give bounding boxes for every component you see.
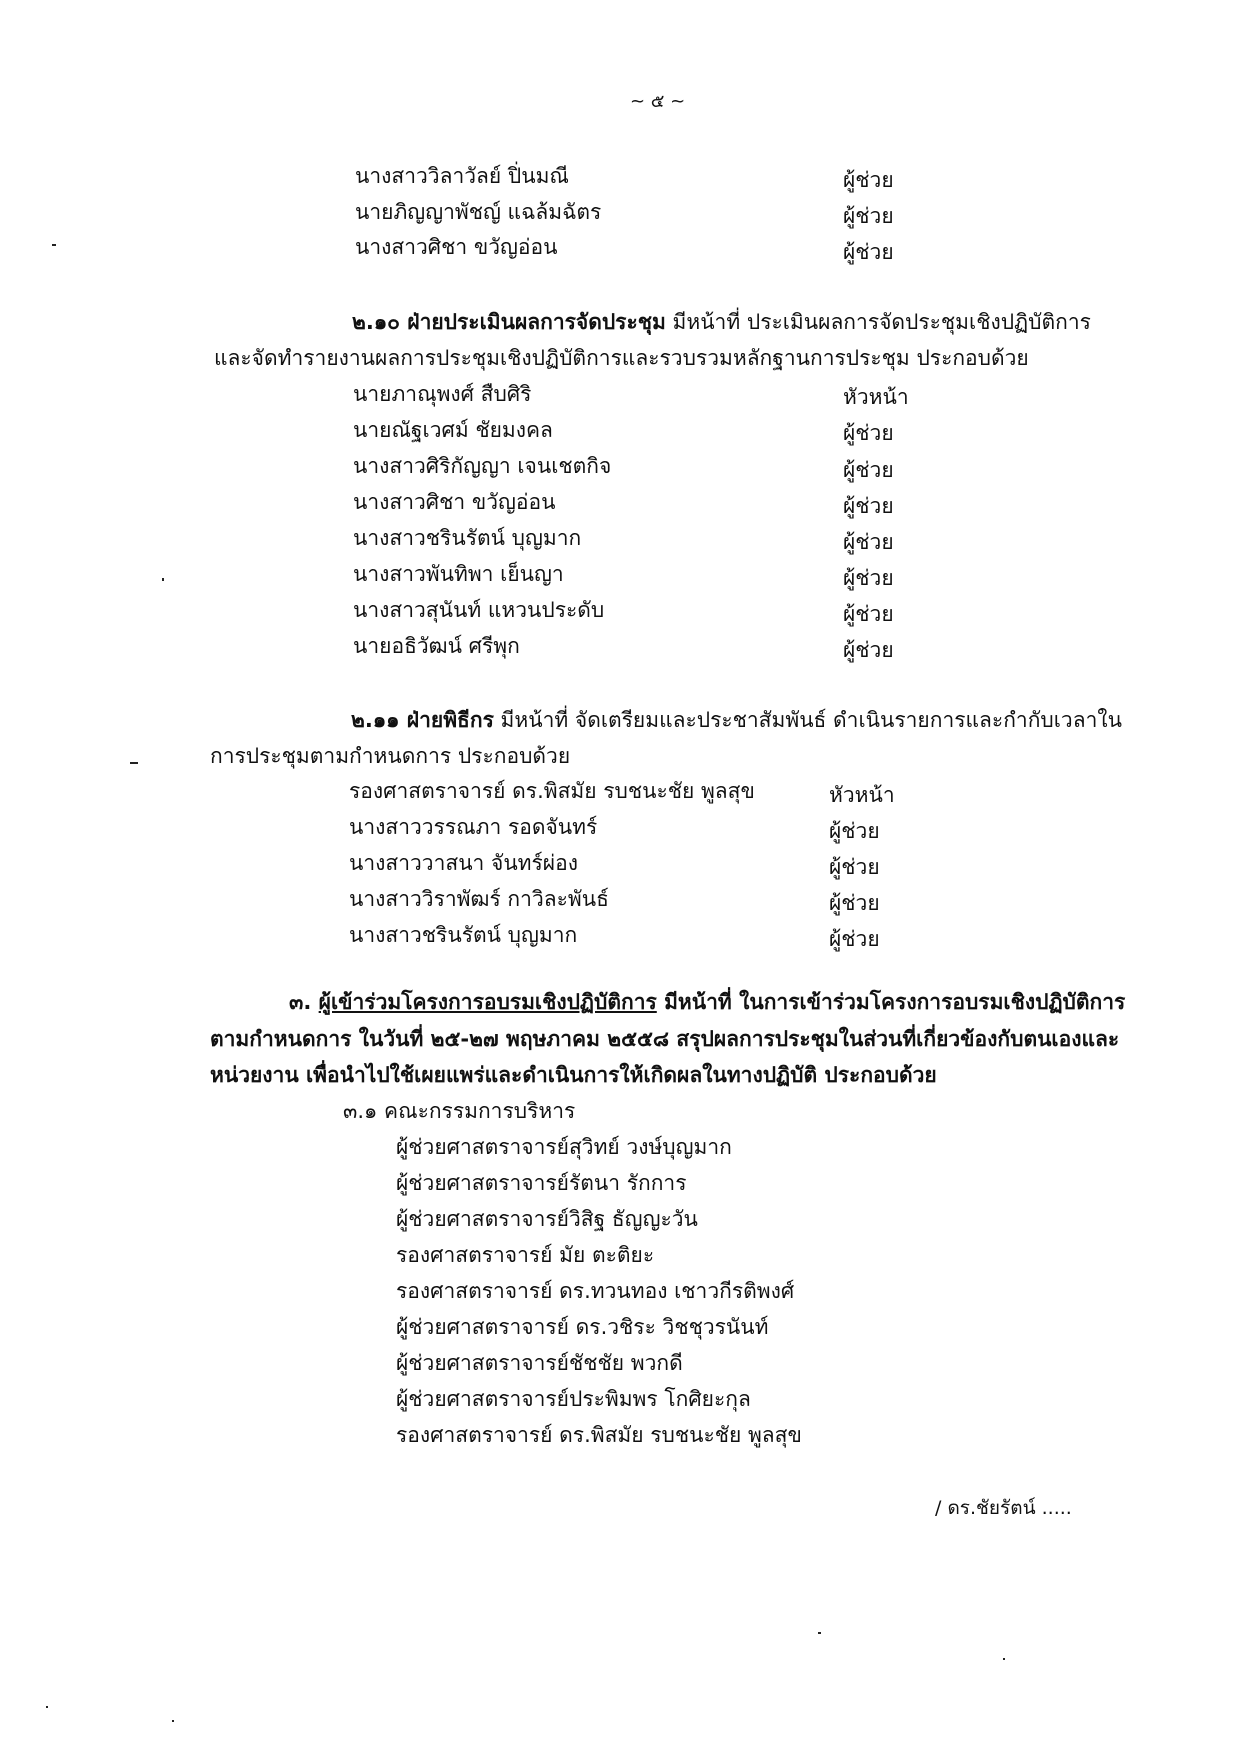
list-item-name: ผู้ช่วยศาสตราจารย์ชัชชัย พวกดี xyxy=(396,1351,683,1375)
list-item-name: นางสาวชรินรัตน์ บุญมาก xyxy=(349,923,578,947)
list-item-role: ผู้ช่วย xyxy=(843,638,894,662)
section-3-desc-line1: มีหน้าที่ ในการเข้าร่วมโครงการอบรมเชิงปฏิบัติการ xyxy=(656,990,1126,1014)
list-item-role: ผู้ช่วย xyxy=(843,494,894,518)
scan-speck xyxy=(172,1720,174,1722)
list-item-name: นางสาวสุนันท์ แหวนประดับ xyxy=(353,598,605,622)
list-item-role: ผู้ช่วย xyxy=(843,204,894,228)
list-item-role: ผู้ช่วย xyxy=(843,421,894,445)
section-3-paragraph xyxy=(289,988,1125,1016)
list-item-name: นายภิญญาพัชญ์ แฉล้มฉัตร xyxy=(355,200,602,224)
list-item-role: หัวหน้า xyxy=(829,783,895,807)
section-3-title: ผู้เข้าร่วมโครงการอบรมเชิงปฏิบัติการ xyxy=(318,990,657,1014)
list-item-name: นายภาณุพงศ์ สืบศิริ xyxy=(353,382,532,406)
section-2-11-heading: ๒.๑๑ ฝ่ายพิธีกร xyxy=(351,708,494,732)
section-3-number: ๓. xyxy=(289,990,319,1014)
list-item-name: ผู้ช่วยศาสตราจารย์วิสิฐ ธัญญะวัน xyxy=(396,1207,698,1231)
scan-speck xyxy=(130,762,138,764)
list-item-name: รองศาสตราจารย์ ดร.พิสมัย รบชนะชัย พูลสุข xyxy=(396,1423,802,1447)
list-item-role: ผู้ช่วย xyxy=(829,891,880,915)
list-item-name: ผู้ช่วยศาสตราจารย์สุวิทย์ วงษ์บุญมาก xyxy=(396,1135,732,1159)
list-item-role: ผู้ช่วย xyxy=(843,168,894,192)
list-item-name: นางสาวศิชา ขวัญอ่อน xyxy=(355,235,558,259)
scan-speck xyxy=(46,1706,48,1708)
page-number: ~ ๕ ~ xyxy=(630,91,686,112)
list-item-name: นางสาววิลาวัลย์ ปิ่นมณี xyxy=(355,164,569,188)
list-item-role: ผู้ช่วย xyxy=(843,530,894,554)
list-item-role: ผู้ช่วย xyxy=(843,458,894,482)
list-item-role: ผู้ช่วย xyxy=(843,566,894,590)
list-item-name: นางสาวพันทิพา เย็นญา xyxy=(353,562,564,586)
list-item-name: รองศาสตราจารย์ ดร.ทวนทอง เชาวกีรติพงศ์ xyxy=(396,1279,795,1303)
list-item-name: ผู้ช่วยศาสตราจารย์รัตนา รักการ xyxy=(396,1171,687,1195)
section-3-desc-line3: หน่วยงาน เพื่อนำไปใช้เผยแพร่และดำเนินการให้เกิดผลในทางปฏิบัติ ประกอบด้วย xyxy=(210,1063,937,1087)
section-2-10-desc-line2: และจัดทำรายงานผลการประชุมเชิงปฏิบัติการและรวบรวมหลักฐานการประชุม ประกอบด้วย xyxy=(214,346,1029,370)
section-2-11-paragraph xyxy=(351,706,1122,734)
section-3-desc-line2: ตามกำหนดการ ในวันที่ ๒๕-๒๗ พฤษภาคม ๒๕๕๘ สรุปผลการประชุมในส่วนที่เกี่ยวข้องกับตนเองและ xyxy=(210,1027,1120,1051)
list-item-name: นางสาววาสนา จันทร์ผ่อง xyxy=(349,851,578,875)
section-2-11-desc-line1: มีหน้าที่ จัดเตรียมและประชาสัมพันธ์ ดำเนินรายการและกำกับเวลาใน xyxy=(493,708,1122,732)
section-2-10-desc-line1: มีหน้าที่ ประเมินผลการจัดประชุมเชิงปฏิบัติการ xyxy=(665,310,1091,334)
list-item-role: ผู้ช่วย xyxy=(843,240,894,264)
list-item-name: นางสาวศิริกัญญา เจนเชตกิจ xyxy=(353,454,612,478)
list-item-name: นางสาววรรณภา รอดจันทร์ xyxy=(349,815,598,839)
section-2-11-desc-line2: การประชุมตามกำหนดการ ประกอบด้วย xyxy=(210,744,571,768)
list-item-role: ผู้ช่วย xyxy=(843,602,894,626)
list-item-role: ผู้ช่วย xyxy=(829,819,880,843)
list-item-role: ผู้ช่วย xyxy=(829,855,880,879)
list-item-role: หัวหน้า xyxy=(843,385,909,409)
footer-continuation: / ดร.ชัยรัตน์ ..... xyxy=(935,1497,1072,1519)
scan-speck xyxy=(1003,1658,1005,1660)
list-item-name: นางสาวศิชา ขวัญอ่อน xyxy=(353,490,556,514)
section-2-10-heading: ๒.๑๐ ฝ่ายประเมินผลการจัดประชุม xyxy=(352,310,666,334)
list-item-role: ผู้ช่วย xyxy=(829,927,880,951)
section-3-1-heading: ๓.๑ คณะกรรมการบริหาร xyxy=(343,1099,576,1123)
list-item-name: นายอธิวัฒน์ ศรีพุก xyxy=(353,634,520,658)
section-2-10-paragraph xyxy=(352,308,1091,336)
list-item-name: นางสาวชรินรัตน์ บุญมาก xyxy=(353,526,582,550)
list-item-name: นางสาววิราพัฒร์ กาวิละพันธ์ xyxy=(349,887,609,911)
scan-speck xyxy=(818,1632,821,1634)
scan-speck xyxy=(162,578,164,581)
list-item-name: ผู้ช่วยศาสตราจารย์ประพิมพร โกศิยะกุล xyxy=(396,1387,751,1411)
list-item-name: รองศาสตราจารย์ มัย ตะติยะ xyxy=(396,1243,655,1267)
list-item-name: รองศาสตราจารย์ ดร.พิสมัย รบชนะชัย พูลสุข xyxy=(349,779,755,803)
scan-speck xyxy=(52,244,56,246)
list-item-name: ผู้ช่วยศาสตราจารย์ ดร.วชิระ วิชชุวรนันท์ xyxy=(396,1315,769,1339)
list-item-name: นายณัฐเวศม์ ชัยมงคล xyxy=(353,418,553,442)
